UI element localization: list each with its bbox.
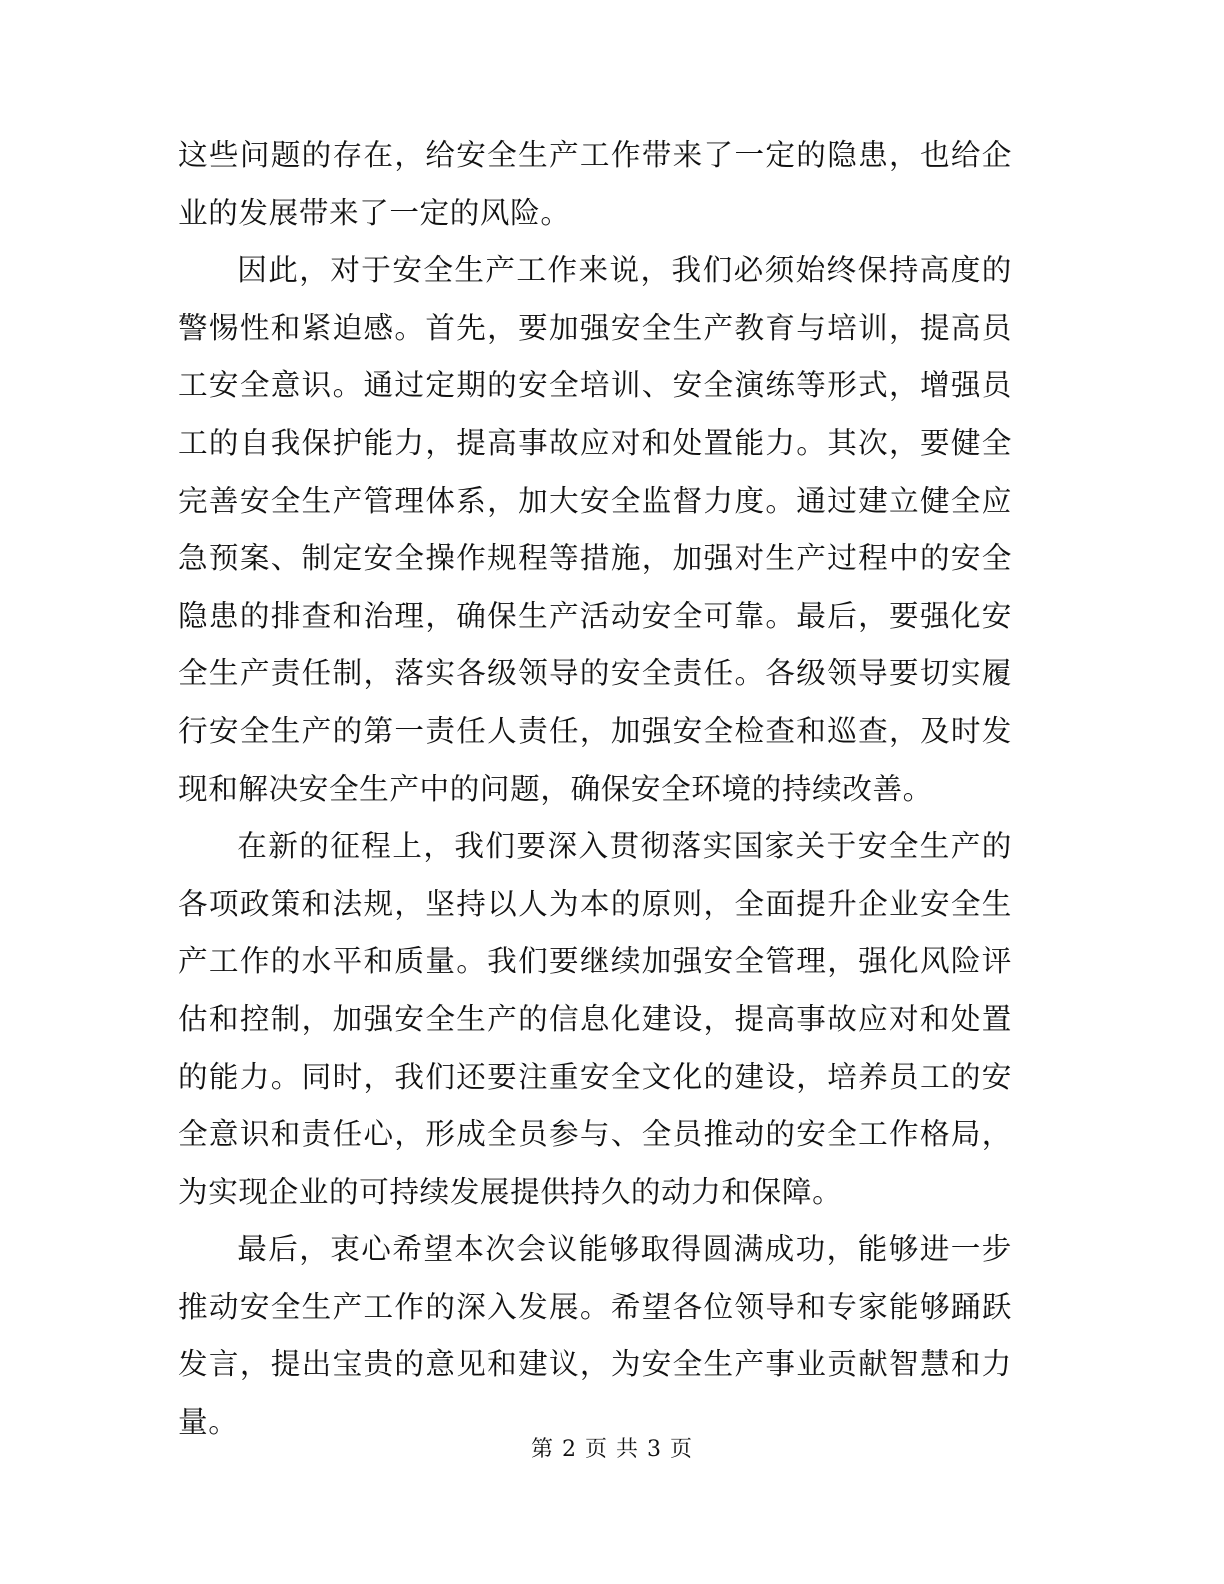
document-body xyxy=(178,127,1012,1452)
page-number-footer: 第 2 页 共 3 页 xyxy=(531,1437,693,1462)
paragraph-continuation: 这些问题的存在，给安全生产工作带来了一定的隐患，也给企业的发展带来了一定的风险。 xyxy=(178,138,1012,230)
paragraph-new-journey: 在新的征程上，我们要深入贯彻落实国家关于安全生产的各项政策和法规，坚持以人为本的原则，全面提升企业安全生产工作的水平和质量。我们要继续加强安全管理，强化风险评估和控制，加强安全生产的信息化建设，提高事故应对和处置的能力。同时，我们还要注重安全文化的建设，培养员工的安全意识和责任心，形成全员参与、全员推动的安全工作格局，为实现企业的可持续发展提供持久的动力和保障。 xyxy=(178,829,1012,1209)
paragraph-closing-wishes: 最后，衷心希望本次会议能够取得圆满成功，能够进一步推动安全生产工作的深入发展。希望各位领导和专家能够踊跃发言，提出宝贵的意见和建议，为安全生产事业贡献智慧和力量。 xyxy=(178,1232,1012,1440)
paragraph-safety-measures: 因此，对于安全生产工作来说，我们必须始终保持高度的警惕性和紧迫感。首先，要加强安全生产教育与培训，提高员工安全意识。通过定期的安全培训、安全演练等形式，增强员工的自我保护能力，提高事故应对和处置能力。其次，要健全完善安全生产管理体系，加大安全监督力度。通过建立健全应急预案、制定安全操作规程等措施，加强对生产过程中的安全隐患的排查和治理，确保生产活动安全可靠。最后，要强化安全生产责任制，落实各级领导的安全责任。各级领导要切实履行安全生产的第一责任人责任，加强安全检查和巡查，及时发现和解决安全生产中的问题，确保安全环境的持续改善。 xyxy=(178,253,1012,806)
